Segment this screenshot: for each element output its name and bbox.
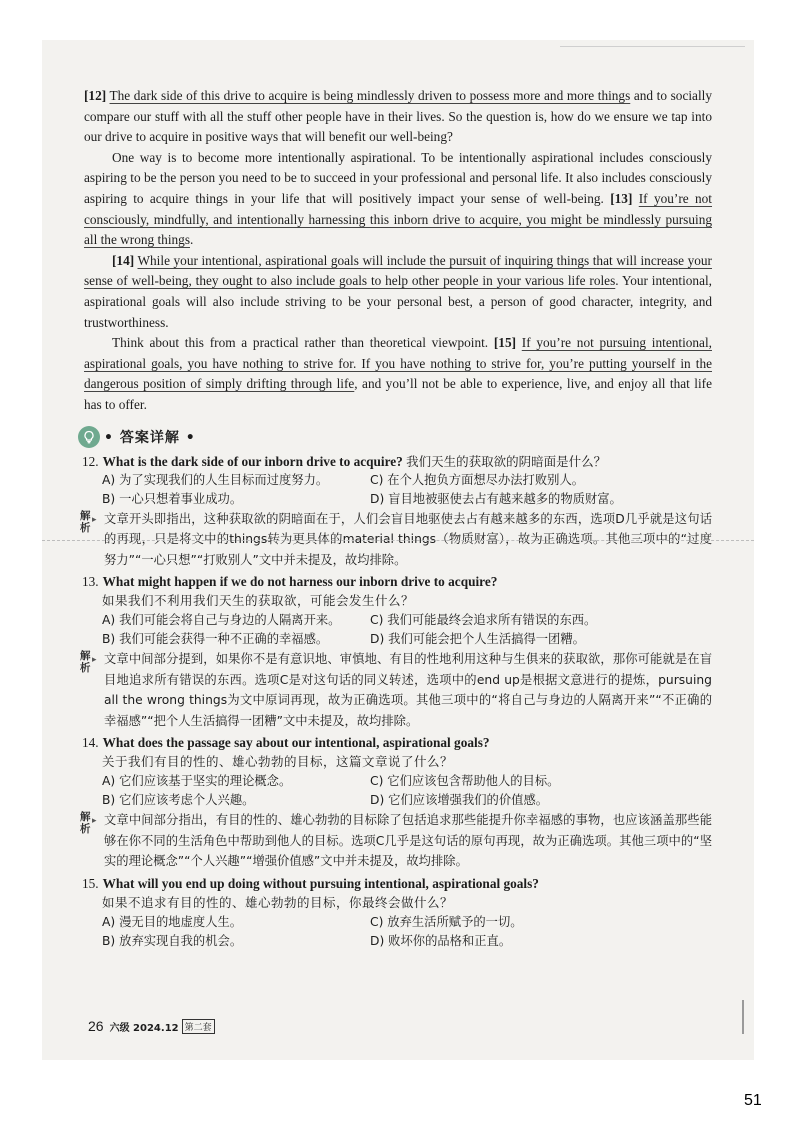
explanation-label <box>80 509 97 534</box>
explanation-label-text: 解析 <box>80 650 91 674</box>
set-tag: 第二套 <box>182 1019 215 1034</box>
question-text-cn: 我们天生的获取欲的阴暗面是什么？ <box>406 453 607 469</box>
lightbulb-icon <box>78 426 100 448</box>
options <box>84 913 712 951</box>
paragraph-text: . Your intentional, aspirational goals will also include striving to be your personal best, a person of good character, integrity, and trustworthiness. <box>84 273 713 330</box>
option-c: C) 在个人抱负方面想尽办法打败别人。 <box>370 472 585 487</box>
underlined-sentence-12: The dark side of this drive to acquire is being mindlessly driven to possess more and more things <box>109 88 631 103</box>
option-d: D) 败坏你的品格和正直。 <box>370 933 512 948</box>
explanation <box>80 810 712 872</box>
paragraph-15 <box>84 333 712 415</box>
explanation-text: 文章开头即指出，这种获取欲的阴暗面在于，人们会盲目地驱使去占有越来越多的东西，选项D几乎就是这句话的再现，只是将文中的things转为更具体的material things（物质财富），故为正确选项。其他三项中的“过度努力”“一心只想”“打败别人”文中并未提及，故均排除。 <box>104 511 712 567</box>
page-number: 26 <box>88 1018 104 1034</box>
option-d: D) 我们可能会把个人生活搞得一团糟。 <box>370 632 585 646</box>
question-text-cn: 如果不追求有目的性的、雄心勃勃的目标，你最终会做什么？ <box>102 894 454 910</box>
explanation-label-text: 解析 <box>80 509 91 534</box>
question-text-en: What is the dark side of our inborn drive to acquire? <box>102 453 403 469</box>
arrow-icon: ▸ <box>92 514 97 525</box>
options <box>84 611 712 649</box>
question-number: 15. <box>82 875 99 891</box>
option-d: D) 它们应该增强我们的价值感。 <box>370 793 549 807</box>
question-number: 13. <box>82 574 99 589</box>
paragraph-text: and to socially compare our stuff with all the stuff other people have in their lives. So the question is, how do we ensure we tap into our drive to acquire in positive ways that will benefit our well-being? <box>84 88 712 145</box>
page-content <box>80 86 713 951</box>
margin-mark <box>742 1000 744 1034</box>
underlined-sentence-13: If you’re not consciously, mindfully, and intentionally harnessing this inborn drive to acquire, you might be mindlessly pursuing all the wrong things <box>84 190 713 248</box>
question-text-cn: 关于我们有目的性的、雄心勃勃的目标，这篇文章说了什么？ <box>102 754 454 769</box>
option-c: C) 放弃生活所赋予的一切。 <box>370 914 523 929</box>
option-b: B) 我们可能会获得一种不正确的幸福感。 <box>102 632 329 646</box>
marker-15: [15] <box>493 335 517 351</box>
option-b: B) 一心只想着事业成功。 <box>102 491 243 506</box>
paragraph-13 <box>84 148 712 251</box>
question-number: 12. <box>82 453 99 469</box>
arrow-icon: ▸ <box>92 655 97 665</box>
question-15 <box>84 874 712 951</box>
question-text-en: What will you end up doing without pursuing intentional, aspirational goals? <box>102 875 539 891</box>
underlined-sentence-15: If you’re not pursuing intentional, aspirational goals, you have nothing to strive for. If you have nothing to strive for, you’re putting yourself in the dangerous position of simply drifting through life <box>84 335 712 392</box>
option-d: D) 盲目地被驱使去占有越来越多的物质财富。 <box>370 491 622 506</box>
question-14 <box>80 733 712 872</box>
question-text-en: What does the passage say about our intentional, aspirational goals? <box>102 735 490 750</box>
answers-heading <box>78 424 712 450</box>
option-a: A) 我们可能会将自己与身边的人隔离开来。 <box>102 613 341 627</box>
option-a: A) 它们应该基于坚实的理论概念。 <box>102 774 292 788</box>
marker-12: [12] <box>84 88 107 103</box>
underlined-sentence-14: While your intentional, aspirational goals will include the pursuit of inquiring things that will increase your sense of well-being, they ought to also include goals to help other people in your various life roles <box>84 252 712 289</box>
question-12 <box>80 452 712 571</box>
top-rule <box>560 46 745 47</box>
page-footer <box>88 1018 215 1034</box>
explanation-text: 文章中间部分提到，如果你不是有意识地、审慎地、有目的性地利用这种与生俱来的获取欲，那你可能就是在盲目地追求所有错误的东西。选项C是对这句话的同义转述，选项中的end up是根据文意进行的提炼，pursuing all the wrong things为文中原词再现，故为正确选项。其他三项中的“将自己与身边的人隔离开来”“不正确的幸福感”“把个人生活搞得一团糟”文中未提及，故均排除。 <box>104 652 712 728</box>
question-text-cn: 如果我们不利用我们天生的获取欲，可能会发生什么？ <box>102 593 415 608</box>
option-b: B) 放弃实现自我的机会。 <box>102 933 243 948</box>
option-c: C) 我们可能最终会追求所有错误的东西。 <box>370 613 597 627</box>
explanation-label <box>80 650 97 674</box>
arrow-icon: ▸ <box>92 816 97 826</box>
scan-fold-line <box>42 540 754 541</box>
marker-13: [13] <box>610 190 633 206</box>
option-a: A) 漫无目的地虚度人生。 <box>102 914 243 929</box>
explanation-label <box>80 811 97 835</box>
explanation-label-text: 解析 <box>80 811 91 835</box>
scan-page-number: 51 <box>744 1092 762 1109</box>
issue-label: 六级 2024.12 <box>109 1022 179 1034</box>
question-text-en: What might happen if we do not harness our inborn drive to acquire? <box>102 574 498 589</box>
paragraph-text: One way is to become more intentionally aspirational. To be intentionally aspirational includes consciously aspiring to be the person you need to be to succeed in your professional and personal life. It also includes consciously aspiring to acquire things in your life that will positively impact your sense of well-being. <box>84 149 712 206</box>
paragraph-text: , and you’ll not be able to experience, live, and enjoy all that life has to offer. <box>84 376 712 412</box>
question-number: 14. <box>82 735 99 750</box>
option-c: C) 它们应该包含帮助他人的目标。 <box>370 774 560 788</box>
explanation <box>80 649 712 731</box>
marker-14: [14] <box>112 252 135 268</box>
paragraph-text: Think about this from a practical rather than theoretical viewpoint. <box>112 335 494 351</box>
answers-heading-text: • 答案详解 • <box>104 429 196 446</box>
options <box>84 471 712 509</box>
options <box>84 772 712 810</box>
paragraph-text: . <box>190 232 194 248</box>
option-b: B) 它们应该考虑个人兴趣。 <box>102 793 255 807</box>
question-13 <box>80 572 712 731</box>
explanation-text: 文章中间部分指出，有目的性的、雄心勃勃的目标除了包括追求那些能提升你幸福感的事物，也应该涵盖那些能够在你不同的生活角色中帮助到他人的目标。选项C几乎是这句话的原句再现，故为正确选项。其他三项中的“坚实的理论概念”“个人兴趣”“增强价值感”文中并未提及，故均排除。 <box>104 813 712 868</box>
option-a: A) 为了实现我们的人生目标而过度努力。 <box>102 472 329 487</box>
paragraph-12 <box>84 86 712 148</box>
paragraph-14 <box>84 251 712 333</box>
